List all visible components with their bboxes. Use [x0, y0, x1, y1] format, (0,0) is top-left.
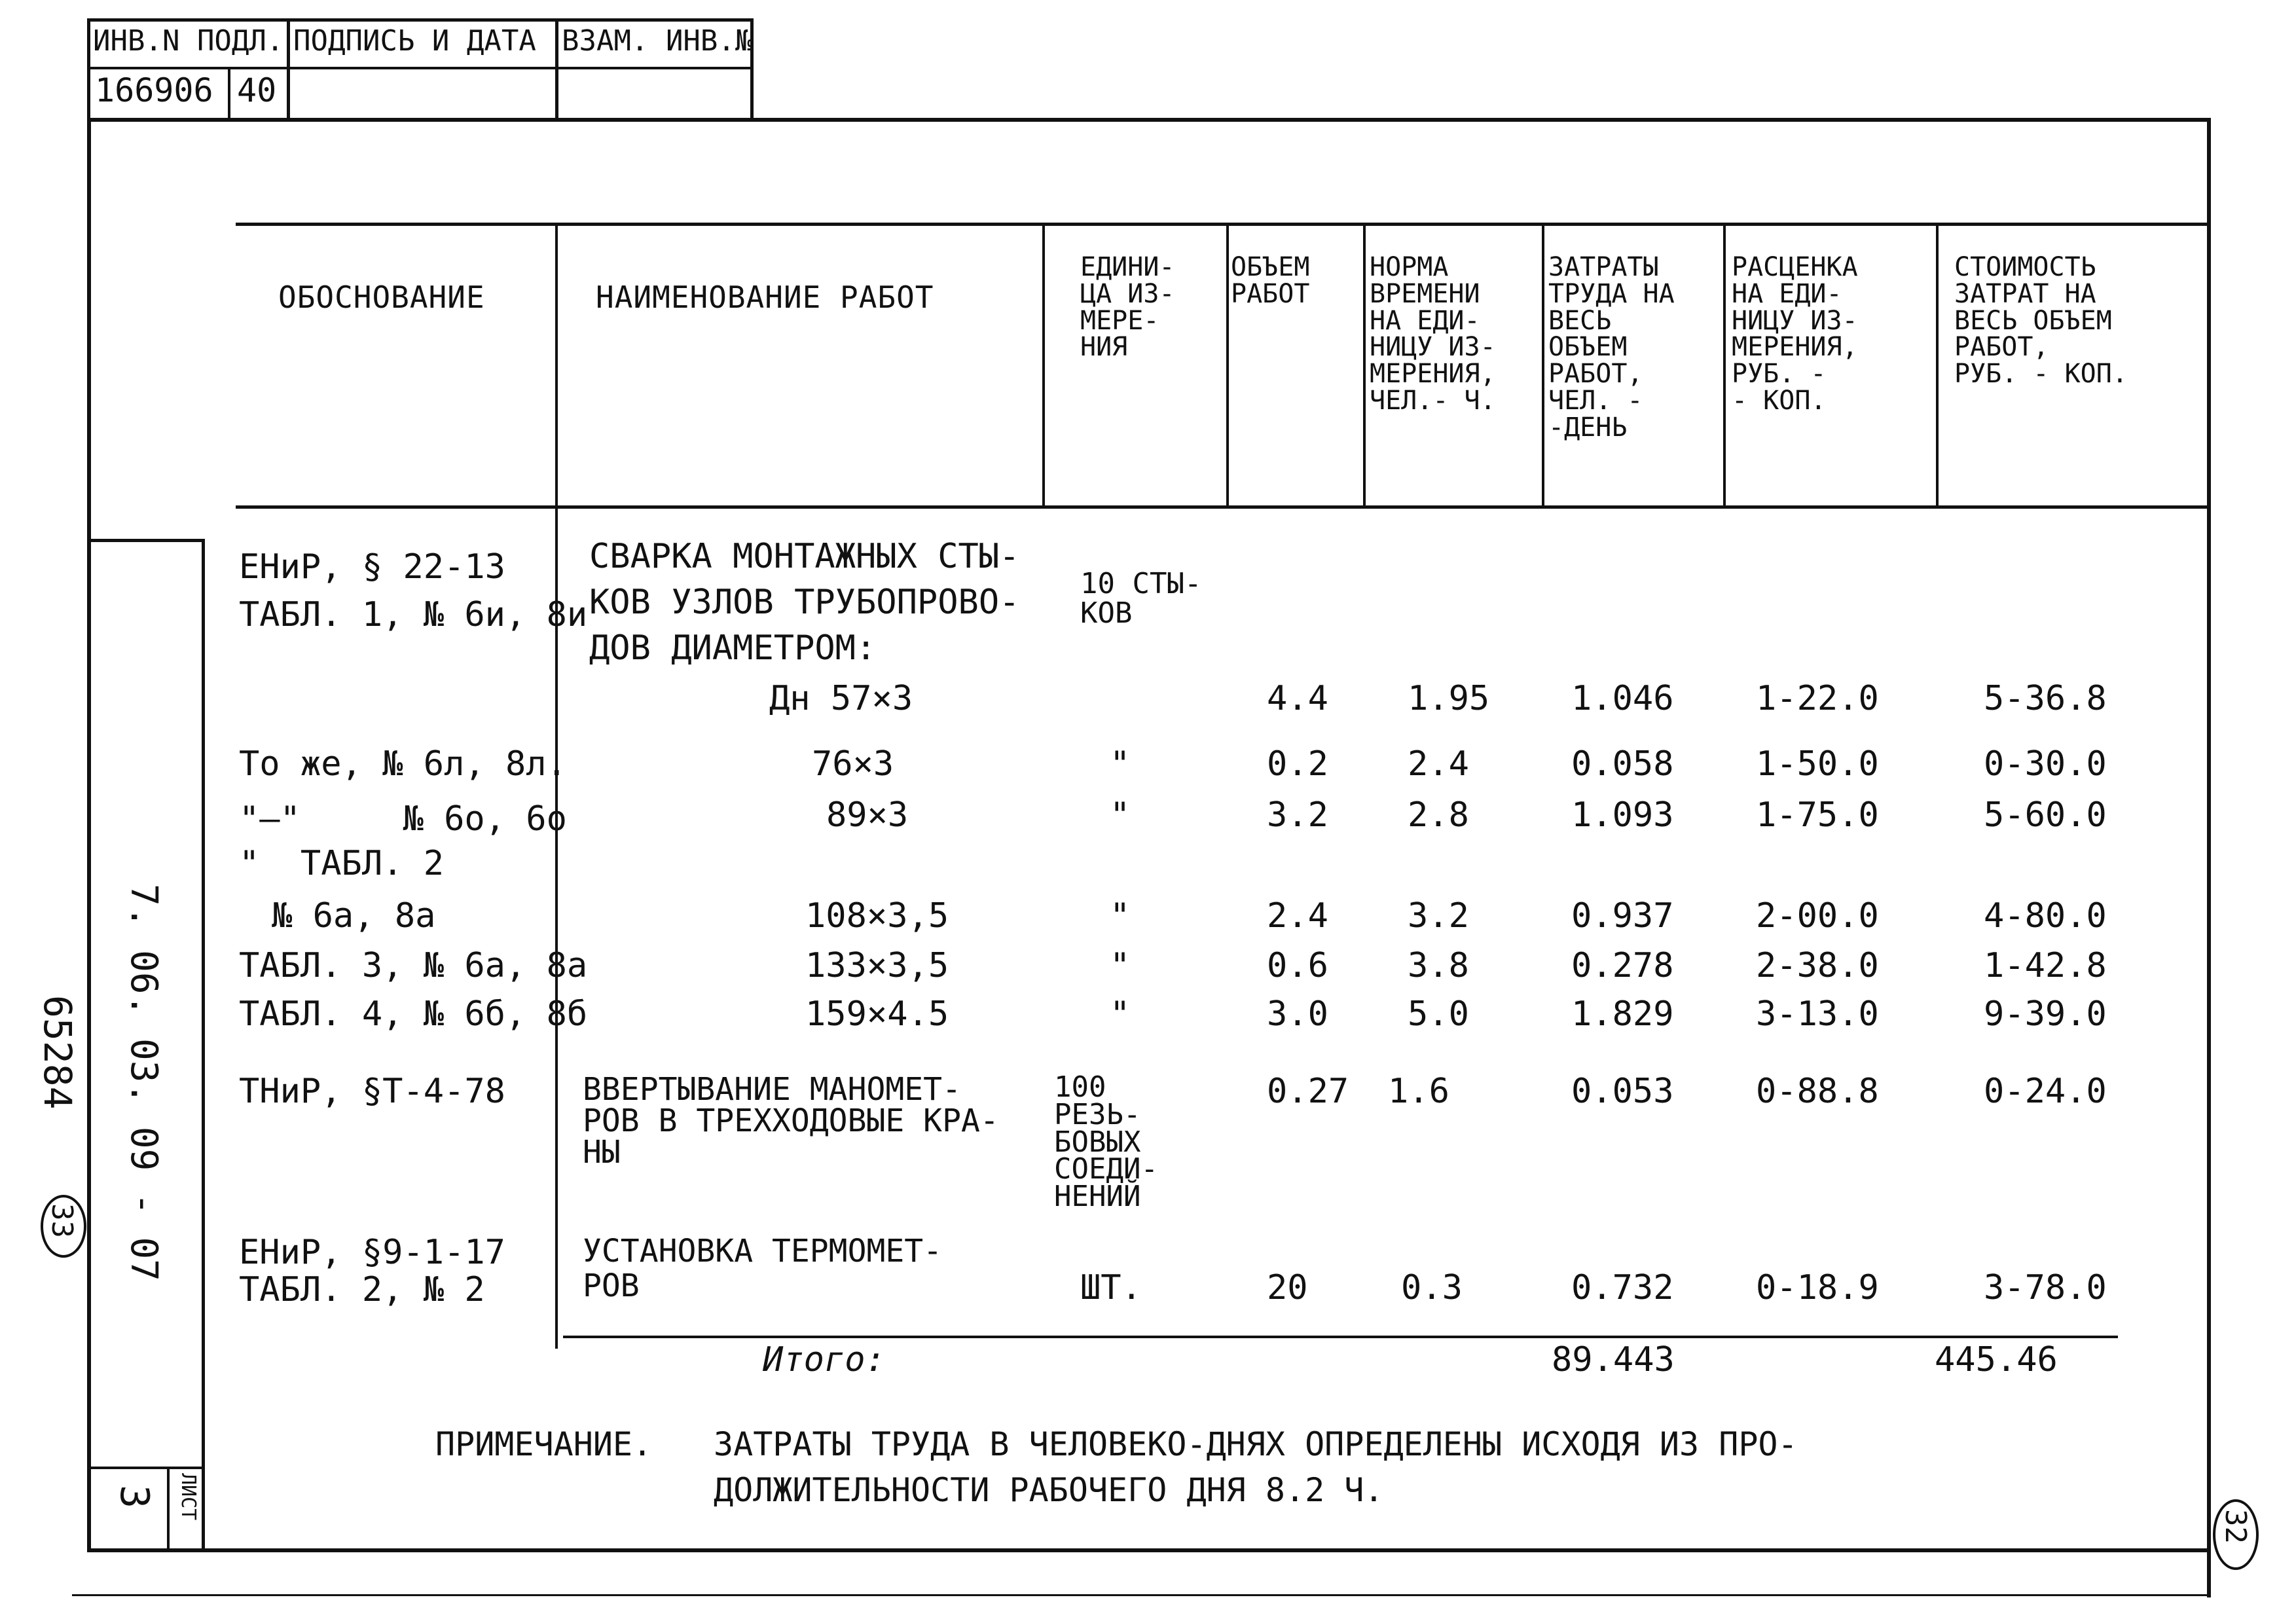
table-row-norm: 2.8 — [1408, 795, 1469, 835]
table-row-basis: ЕНиР, §9-1-17 ТАБЛ. 2, № 2 — [239, 1233, 505, 1310]
table-row-name: 108×3,5 — [805, 896, 949, 936]
col-line-7 — [1936, 223, 1939, 509]
table-row-unit: " — [1110, 946, 1131, 985]
header-volume: ОБЪЕМ РАБОТ — [1231, 252, 1310, 309]
header-work-name: НАИМЕНОВАНИЕ РАБОТ — [596, 280, 934, 315]
table-row-rate: 1-22.0 — [1756, 679, 1879, 718]
stamp-border-left — [87, 18, 90, 118]
table-row-rate: 0-88.8 — [1756, 1072, 1879, 1111]
stamp-replace-label: ВЗАМ. ИНВ.№ — [562, 24, 753, 58]
header-time-norm: НОРМА ВРЕМЕНИ НА ЕДИ- НИЦУ ИЗ- МЕРЕНИЯ, ЧЕЛ.- Ч. — [1370, 252, 1496, 416]
table-row-norm: 0.3 — [1401, 1268, 1463, 1307]
table-row-norm: 3.8 — [1408, 946, 1469, 985]
note-label: ПРИМЕЧАНИЕ. — [435, 1425, 653, 1463]
table-row-volume: 3.2 — [1267, 795, 1328, 835]
table-row-name: 76×3 — [812, 744, 894, 784]
header-basis: ОБОСНОВАНИЕ — [278, 280, 485, 315]
sheet-box-top — [87, 1467, 205, 1469]
table-row-rate: 2-38.0 — [1756, 946, 1879, 985]
stamp-signature-label: ПОДПИСЬ И ДАТА — [293, 24, 536, 58]
note-line-2: ДОЛЖИТЕЛЬНОСТИ РАБОЧЕГО ДНЯ 8.2 Ч. — [714, 1471, 1384, 1509]
table-row-name: 159×4.5 — [805, 994, 949, 1034]
doc-code: 7. 06. 03. 09 - 07 — [122, 884, 165, 1281]
table-row-unit: " — [1110, 994, 1131, 1034]
stamp-inv-sub: 40 — [237, 71, 277, 109]
circle-number-right: 32 — [2219, 1509, 2252, 1544]
frame-bottom — [87, 1548, 2211, 1552]
stamp-col-divider-2 — [555, 18, 558, 118]
frame-left — [87, 118, 91, 1552]
table-row-name: Дн 57×3 — [769, 679, 913, 718]
table-row-basis: № 6а, 8а — [272, 896, 436, 936]
table-row-volume: 0.6 — [1267, 946, 1328, 985]
table-top-rule — [236, 223, 2210, 226]
table-row-volume: 0.27 — [1267, 1072, 1349, 1111]
table-row-unit: ШТ. — [1080, 1268, 1142, 1307]
table-row-name: 89×3 — [826, 795, 909, 835]
table-row-basis: "–" № 6о, 6о " ТАБЛ. 2 — [239, 799, 567, 883]
table-row-unit: " — [1110, 896, 1131, 936]
col-line-5 — [1542, 223, 1544, 509]
table-row-volume: 2.4 — [1267, 896, 1328, 936]
table-row-basis: ТНиР, §Т-4-78 — [239, 1072, 505, 1111]
table-row-cost: 0-30.0 — [1984, 744, 2107, 784]
table-row-cost: 3-78.0 — [1984, 1268, 2107, 1307]
header-unit: ЕДИНИ- ЦА ИЗ- МЕРЕ- НИЯ — [1080, 252, 1175, 363]
stamp-divider — [87, 67, 753, 69]
table-row-cost: 5-36.8 — [1984, 679, 2107, 718]
table-row-rate: 2-00.0 — [1756, 896, 1879, 936]
table-row-unit: " — [1110, 744, 1131, 784]
stamp-col-divider-1 — [287, 18, 290, 118]
col-line-3 — [1226, 223, 1229, 509]
table-row-volume: 3.0 — [1267, 994, 1328, 1034]
table-row-rate: 3-13.0 — [1756, 994, 1879, 1034]
table-row-cost: 4-80.0 — [1984, 896, 2107, 936]
header-bottom-rule — [236, 505, 2210, 509]
table-row-basis: То же, № 6л, 8л. — [239, 744, 567, 784]
table-row-norm: 1.6 — [1388, 1072, 1449, 1111]
side-strip-right — [202, 539, 205, 1550]
table-row-rate: 1-75.0 — [1756, 795, 1879, 835]
table-row-basis: ЕНиР, § 22-13 ТАБЛ. 1, № 6и, 8и — [239, 547, 588, 634]
outer-bottom-rule — [72, 1594, 2211, 1596]
stamp-inv-label: ИНВ.N ПОДЛ. — [93, 24, 284, 58]
table-row-unit: " — [1110, 795, 1131, 835]
table-row-basis: ТАБЛ. 4, № 6б, 8б — [239, 994, 588, 1034]
table-row-name: ВВЕРТЫВАНИЕ МАНОМЕТ- РОВ В ТРЕХХОДОВЫЕ КРА- НЫ — [583, 1071, 999, 1171]
table-row-labor: 1.046 — [1571, 679, 1674, 718]
col-line-1 — [555, 223, 558, 1349]
header-cost: СТОИМОСТЬ ЗАТРАТ НА ВЕСЬ ОБЪЕМ РАБОТ, РУБ. - КОП. — [1954, 252, 2128, 390]
table-row-unit: 10 СТЫ- КОВ — [1080, 567, 1202, 630]
col-line-2 — [1042, 223, 1045, 509]
totals-labor: 89.443 — [1552, 1340, 1675, 1379]
stamp-inv-number: 166906 — [95, 71, 213, 109]
table-row-labor: 0.732 — [1571, 1268, 1674, 1307]
archive-number: 65284 — [35, 995, 80, 1110]
table-row-name: 133×3,5 — [805, 946, 949, 985]
table-row-labor: 0.278 — [1571, 946, 1674, 985]
frame-right — [2207, 118, 2211, 1597]
table-row-norm: 5.0 — [1408, 994, 1469, 1034]
table-row-norm: 2.4 — [1408, 744, 1469, 784]
col-line-6 — [1723, 223, 1726, 509]
table-row-volume: 4.4 — [1267, 679, 1328, 718]
sheet-label: ЛИСТ — [177, 1473, 200, 1521]
table-row-rate: 1-50.0 — [1756, 744, 1879, 784]
table-row-cost: 5-60.0 — [1984, 795, 2107, 835]
totals-rule — [563, 1336, 2118, 1338]
note-line-1: ЗАТРАТЫ ТРУДА В ЧЕЛОВЕКО-ДНЯХ ОПРЕДЕЛЕНЫ ИСХОДЯ ИЗ ПРО- — [714, 1425, 1798, 1463]
table-row-name: СВАРКА МОНТАЖНЫХ СТЫ- КОВ УЗЛОВ ТРУБОПРОВО- ДОВ ДИАМЕТРОМ: — [589, 537, 1020, 668]
table-row-labor: 1.093 — [1571, 795, 1674, 835]
table-row-volume: 0.2 — [1267, 744, 1328, 784]
totals-cost: 445.46 — [1935, 1340, 2058, 1379]
col-line-4 — [1363, 223, 1366, 509]
table-row-cost: 1-42.8 — [1984, 946, 2107, 985]
table-row-norm: 1.95 — [1408, 679, 1490, 718]
sheet-number: 3 — [111, 1485, 157, 1509]
table-row-labor: 1.829 — [1571, 994, 1674, 1034]
table-row-unit: 100 РЕЗЬ- БОВЫХ СОЕДИ- НЕНИЙ — [1054, 1070, 1158, 1214]
table-row-cost: 9-39.0 — [1984, 994, 2107, 1034]
header-labor-total: ЗАТРАТЫ ТРУДА НА ВЕСЬ ОБЪЕМ РАБОТ, ЧЕЛ. - -ДЕНЬ — [1548, 252, 1675, 443]
table-row-labor: 0.058 — [1571, 744, 1674, 784]
table-row-volume: 20 — [1267, 1268, 1308, 1307]
stamp-border-top — [87, 18, 753, 22]
totals-label: Итого: — [763, 1340, 886, 1379]
table-row-labor: 0.937 — [1571, 896, 1674, 936]
stamp-sub-divider — [228, 67, 230, 118]
frame-top — [87, 118, 2211, 122]
table-row-cost: 0-24.0 — [1984, 1072, 2107, 1111]
table-row-basis: ТАБЛ. 3, № 6а, 8а — [239, 946, 588, 985]
header-rate: РАСЦЕНКА НА ЕДИ- НИЦУ ИЗ- МЕРЕНИЯ, РУБ. - - КОП. — [1732, 252, 1858, 416]
side-strip-top — [87, 539, 205, 542]
sheet-box-divider — [167, 1467, 170, 1550]
table-row-rate: 0-18.9 — [1756, 1268, 1879, 1307]
table-row-labor: 0.053 — [1571, 1072, 1674, 1111]
table-row-norm: 3.2 — [1408, 896, 1469, 936]
table-row-name: УСТАНОВКА ТЕРМОМЕТ- РОВ — [583, 1233, 943, 1304]
circle-number-left: 33 — [45, 1203, 79, 1238]
